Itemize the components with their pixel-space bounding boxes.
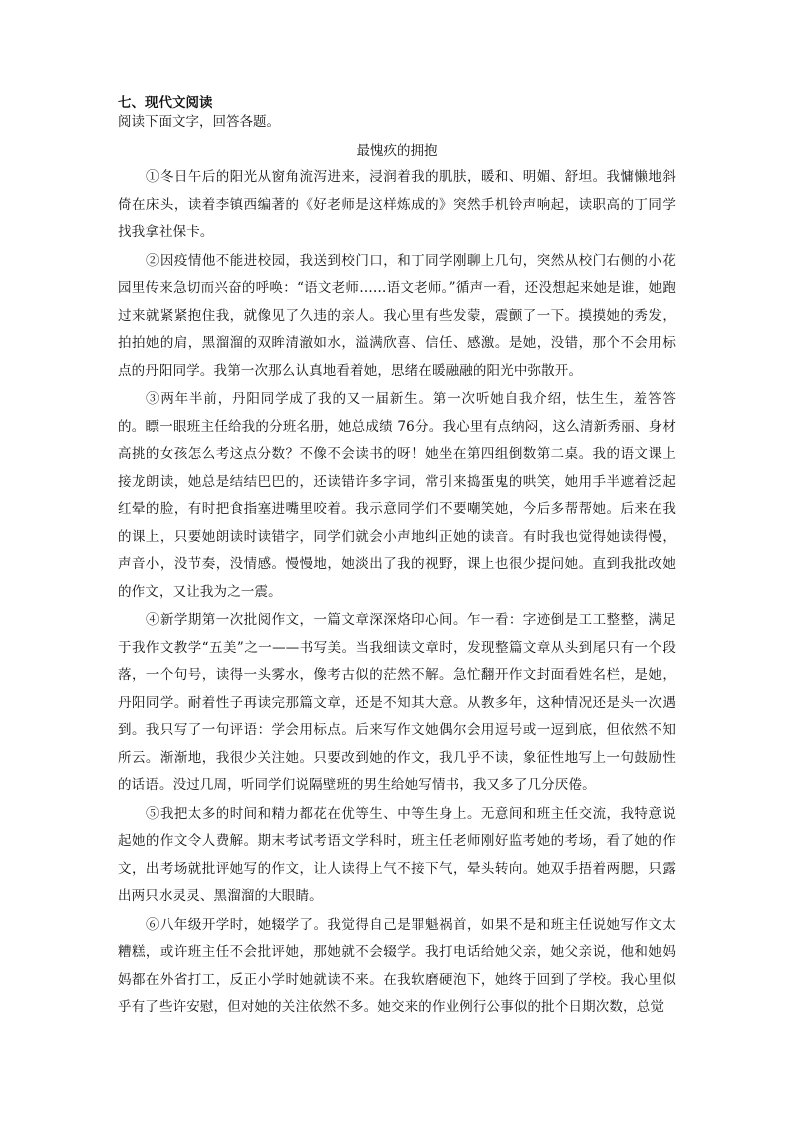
paragraph-1: ①冬日午后的阳光从窗角流泻进来，浸润着我的肌肤，暖和、明媚、舒坦。我慵懒地斜倚在床头，读着李镇西编著的《好老师是这样炼成的》突然手机铃声响起，读职高的丁同学找我拿社保卡。 [118, 169, 676, 240]
paragraph-2: ②因疫情他不能进校园，我送到校门口，和丁同学刚聊上几句，突然从校门右侧的小花园里传来急切而兴奋的呼唤：“语文老师……语文老师。”循声一看，还没想起来她是谁，她跑过来就紧紧抱住我，就像见了久违的亲人。我心里有些发蒙，震颤了一下。摸摸她的秀发，拍拍她的肩，黑溜溜的双眸清澈如水，溢满欣喜、信任、感激。是她，没错，那个不会用标点的丹阳同学。我第一次那么认真地看着她，思绪在暖融融的阳光中弥散开。 [118, 252, 676, 379]
paragraph-4: ④新学期第一次批阅作文，一篇文章深深烙印心间。乍一看：字迹倒是工工整整，满足于我作文教学“五美”之一——书写美。当我细读文章时，发现整篇文章从头到尾只有一个段落，一个句号，读得一头雾水，像考古似的茫然不解。急忙翻开作文封面看姓名栏，是她，丹阳同学。耐着性子再读完那篇文章，还是不知其大意。从教多年，这种情况还是头一次遇到。我只写了一句评语：学会用标点。后来写作文她偶尔会用逗号或一逗到底，但依然不知所云。渐渐地，我很少关注她。只要改到她的作文，我几乎不读，象征性地写上一句鼓励性的话语。没过几周，听同学们说隔壁班的男生给她写情书，我又多了几分厌倦。 [118, 612, 676, 793]
paragraph-6: ⑥八年级开学时，她辍学了。我觉得自己是罪魁祸首，如果不是和班主任说她写作文太糟糕，或许班主任不会批评她，那她就不会辍学。我打电话给她父亲，她父亲说，他和她妈妈都在外省打工，反正小学时她就读不来。在我软磨硬泡下，她终于回到了学校。我心里似乎有了些许安慰，但对她的关注依然不多。她交来的作业例行公事似的批个日期次数，总觉 [118, 916, 676, 1015]
paragraph-5: ⑤我把太多的时间和精力都花在优等生、中等生身上。无意间和班主任交流，我特意说起她的作文令人费解。期末考试考语文学科时，班主任老师刚好监考她的考场，看了她的作文，出考场就批评她写的作文，让人读得上气不接下气，晕头转向。她双手捂着两腮，只露出两只水灵灵、黑溜溜的大眼睛。 [118, 805, 676, 904]
paragraph-3: ③两年半前，丹阳同学成了我的又一届新生。第一次听她自我介绍，怯生生，羞答答的。瞟一眼班主任给我的分班名册，她总成绩 76分。我心里有点纳闷，这么清新秀丽、身材高挑的女孩怎么考这点分数？不像不会读书的呀！她坐在第四组倒数第二桌。我的语文课上接龙朗读，她总是结结巴巴的，还读错许多字词，常引来捣蛋鬼的哄笑，她用手半遮着泛起红晕的脸，有时把食指塞进嘴里咬着。我示意同学们不要嘲笑她，今后多帮帮她。后来在我的课上，只要她朗读时读错字，同学们就会小声地纠正她的读音。有时我也觉得她读得慢，声音小，没节奏，没情感。慢慢地，她淡出了我的视野，课上也很少提问她。直到我批改她的作文，又让我为之一震。 [118, 391, 676, 600]
section-heading: 七、现代文阅读 [118, 95, 213, 111]
instruction-text: 阅读下面文字，回答各题。 [118, 114, 280, 130]
article-title: 最愧疚的拥抱 [356, 143, 438, 159]
document-page [118, 94, 676, 1023]
